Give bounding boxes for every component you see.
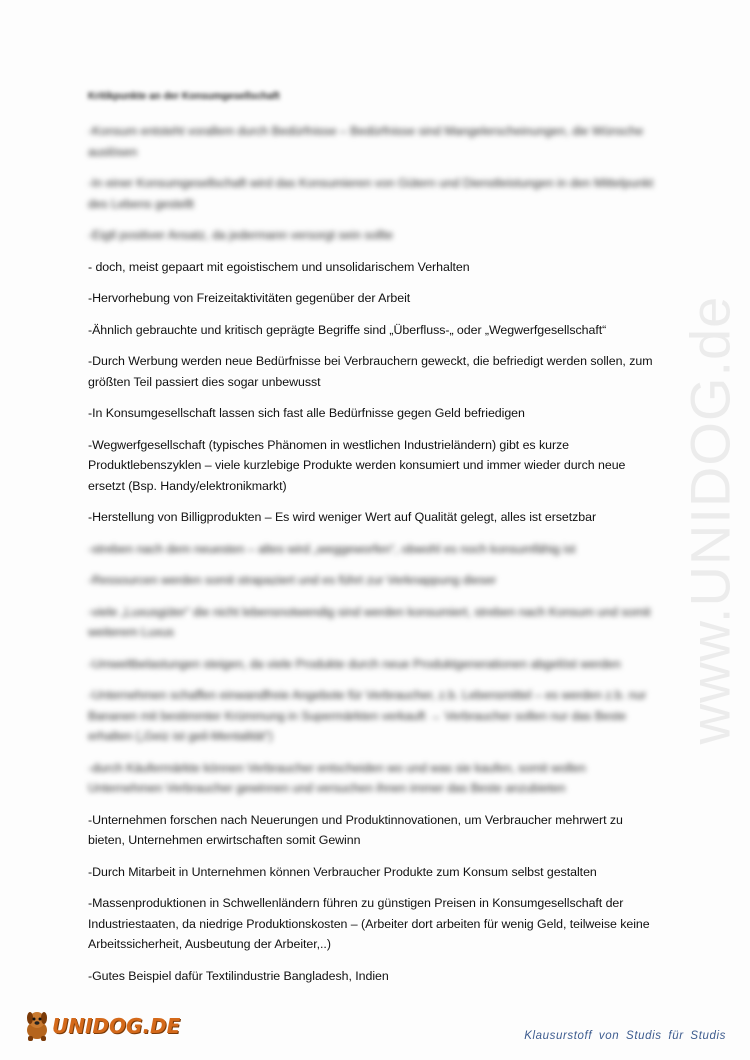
document-title: Kritikpunkte an der Konsumgesellschaft [88, 91, 280, 102]
paragraph: - doch, meist gepaart mit egoistischem und unsolidarischem Verhalten [88, 259, 470, 274]
paragraph: -In Konsumgesellschaft lassen sich fast alle Bedürfnisse gegen Geld befriedigen [88, 406, 525, 420]
paragraph: -In einer Konsumgesellschaft wird das Konsumieren von Gütern und Dienstleistungen in den Mittelpunkt des Lebens gestellt [88, 176, 654, 211]
paragraph: -Umweltbelastungen steigen, da viele Produkte durch neue Produktgenerationen abgelöst werden [88, 656, 621, 671]
paragraph: -Konsum entsteht vorallem durch Bedürfnisse – Bedürfnisse sind Mangelerscheinungen, die Wünsche auslösen [88, 124, 644, 159]
paragraph: -Herstellung von Billigprodukten – Es wird weniger Wert auf Qualität gelegt, alles ist ersetzbar [88, 510, 597, 524]
paragraph: -Unternehmen schaffen einwandfreie Angebote für Verbraucher, z.b. Lebensmittel – es werden z.b. nur Bananen mit bestimmter Krümmung in Supermärkten verkauft → Verbraucher sollen nur das Beste erhalten („Geiz ist geil-Mentalität“) [88, 688, 647, 743]
logo-text: UNIDOG.DE [52, 1014, 181, 1038]
paragraph: -Gutes Beispiel dafür Textilindustrie Bangladesh, Indien [88, 968, 389, 983]
paragraph: -Massenproduktionen in Schwellenländern führen zu günstigen Preisen in Konsumgesellschaft der Industriestaaten, da niedrige Produktionskosten – (Arbeiter dort arbeiten für wenig Geld, teilweise keine Arbeitssicherheit, Ausbeutung der Arbeiter,..) [88, 896, 650, 951]
paragraph: -durch Käufermärkte können Verbraucher entscheiden wo und was sie kaufen, somit wollen Unternehmen Verbraucher gewinnen und versuchen ihnen immer das Beste anzubieten [88, 760, 586, 795]
dog-mascot-icon [22, 1010, 52, 1042]
document-content [88, 90, 663, 997]
footer-logo [22, 1010, 180, 1042]
paragraph: -Ressourcen werden somit strapaziert und es führt zur Verknappung dieser [88, 573, 497, 587]
watermark-text: www.UNIDOG.de [678, 295, 742, 745]
paragraph: -Durch Werbung werden neue Bedürfnisse bei Verbrauchern geweckt, die befriedigt werden sollen, zum größten Teil passiert dies sogar unbewusst [88, 354, 653, 389]
footer-tagline: Klausurstoff von Studis für Studis [524, 1030, 726, 1042]
paragraph: -Hervorhebung von Freizeitaktivitäten gegenüber der Arbeit [88, 291, 411, 305]
paragraph: -viele „Luxusgüter“ die nicht lebensnotwendig sind werden konsumiert, streben nach Konsum und somit weiterem Luxus [88, 604, 651, 639]
paragraph: -Ähnlich gebrauchte und kritisch geprägte Begriffe sind „Überfluss-„ oder „Wegwerfgesellschaft“ [88, 322, 607, 337]
paragraph: -Unternehmen forschen nach Neuerungen und Produktinnovationen, um Verbraucher mehrwert zu bieten, Unternehmen erwirtschaften somit Gewinn [88, 812, 623, 847]
paragraph: -streben nach dem neuesten – altes wird „weggeworfen“, obwohl es noch konsumfähig ist [88, 541, 576, 556]
paragraph: -Wegwerfgesellschaft (typisches Phänomen in westlichen Industrieländern) gibt es kurze Produktlebenszyklen – viele kurzlebige Produkte werden konsumiert und immer wieder durch neue ersetzt (Bsp. Handy/elektronikmarkt) [88, 437, 626, 493]
paragraph: -Durch Mitarbeit in Unternehmen können Verbraucher Produkte zum Konsum selbst gestalten [88, 864, 597, 879]
paragraph-list [88, 121, 663, 986]
paragraph: -Eigtl positiver Ansatz, da jedermann versorgt sein sollte [88, 228, 393, 242]
